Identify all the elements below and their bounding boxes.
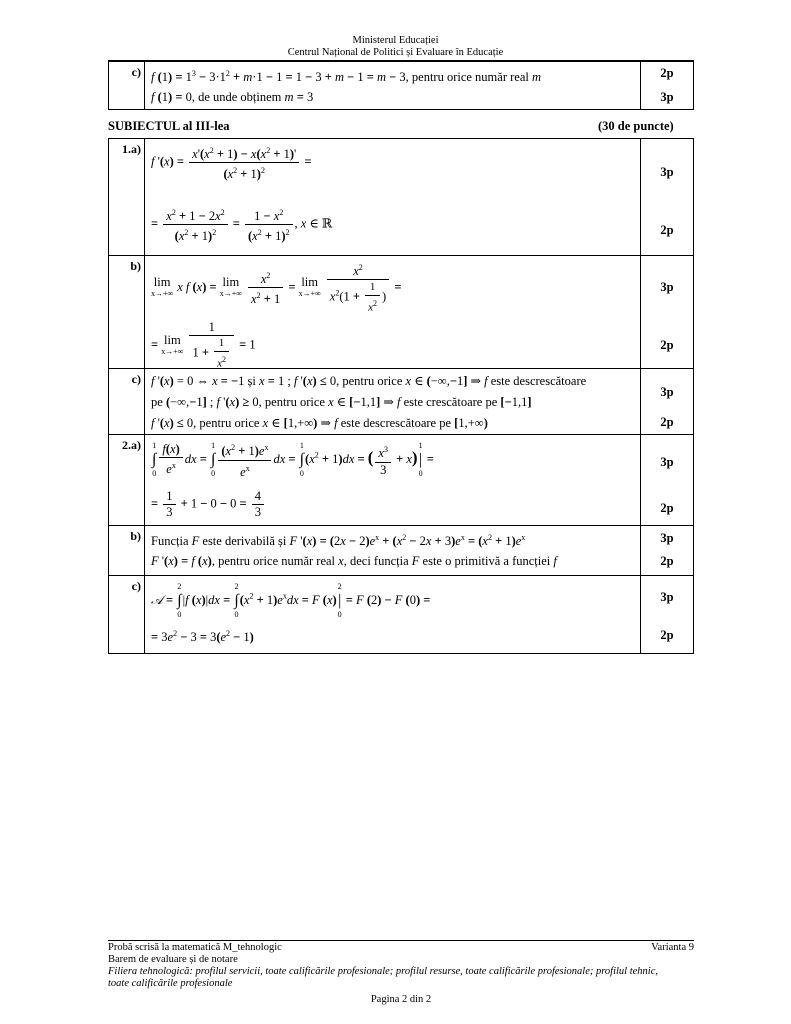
item-content [145, 369, 641, 435]
formula-line: = $\frac{1}{3}$ + 1 − 0 − 0 = $\frac{4}{3}$ [151, 489, 266, 520]
footer-barem: Barem de evaluare și de notare [108, 954, 238, 965]
footer-exam: Probă scrisă la matematică M_tehnologic [108, 942, 282, 953]
item-content [145, 62, 641, 110]
formula-line: = $\frac{x^2 + 1 - 2x^2}{(x^2 + 1)^2}$ = $\frac{1 - x^2}{(x^2 + 1)^2}$ , x ∈ ℝ [151, 205, 332, 244]
points-cell: 3p 2p [641, 139, 694, 256]
footer-filiera-cont: toate calificările profesionale [108, 978, 233, 989]
item-label: 1.a) [109, 139, 145, 256]
subiect3-table [108, 138, 694, 654]
formula-line: F '(x) = f (x), pentru orice număr real x, deci funcția F este o primitivă a funcției f [151, 554, 557, 568]
points-cell: 3p 2p [641, 369, 694, 435]
item-label: b) [109, 526, 145, 576]
subiect2-table [108, 61, 694, 110]
item-label: b) [109, 256, 145, 369]
formula-line: = lim x→+∞ 1 1 + $\frac{1}{x^2}$ = 1 [151, 320, 256, 370]
formula-line: f '(x) = 0 ⇔ x = −1 și x = 1 ; f '(x) ≤ 0, pentru orice x ∈ (−∞,−1] ⇒ f este descrescătoare [151, 374, 587, 388]
formula-line: Funcția F este derivabilă și F '$(x) = (2x - 2)e^x + (x^2 - 2x + 3)e^x = (x^2 + 1)e^x$ [151, 533, 526, 549]
points-cell: 3p 2p [641, 256, 694, 369]
item-label: 2.a) [109, 435, 145, 526]
ministry-name: Ministerul Educației [352, 35, 439, 46]
points-cell: 2p 3p [641, 62, 694, 110]
footer-variant: Varianta 9 [651, 942, 694, 953]
formula-line: lim x→+∞ x f (x) = lim x→+∞ $\frac{x^2}{x^2 + 1}$ = lim x→+∞ $x^2$ $x^2(1$ + $\frac{1}{x^2}$ ) = [151, 260, 401, 316]
page-number: Pagina 2 din 2 [370, 994, 432, 1005]
item-content [145, 576, 641, 654]
item-label: c) [109, 576, 145, 654]
item-content [145, 526, 641, 576]
formula-line: f '(x) = $\frac{x'(x^2 + 1) - x(x^2 + 1)'}{(x^2 + 1)^2}$ = [151, 143, 312, 182]
item-content [145, 435, 641, 526]
formula-line: = $3e^2 - 3 = 3(e^2 - 1)$ [151, 629, 254, 645]
formula-line: pe (−∞,−1] ; f '(x) ≥ 0, pentru orice x ∈ [−1,1] ⇒ f este crescătoare pe [−1,1] [151, 395, 532, 409]
footer-rule [108, 940, 694, 941]
points-cell: 3p 2p [641, 526, 694, 576]
formula-line: f (1) = 0, de unde obținem m = 3 [151, 90, 314, 104]
points-cell: 3p 2p [641, 576, 694, 654]
formula-line: f $(1) = 1^3 - 3\cdot 1^2 + m\cdot 1 - 1 = 1 - 3 + m - 1 = m - 3$, pentru orice număr real m [151, 69, 542, 85]
item-label: c) [109, 369, 145, 435]
item-content [145, 256, 641, 369]
item-content [145, 139, 641, 256]
formula-line: 𝒜 = 2 ∫ 0 |f (x)|dx = 2 ∫ 0 $(x^2 + 1)e^xdx = F$ (x) 2 | 0 = F (2) − F (0) = [151, 582, 431, 619]
section-score: (30 de puncte) [598, 119, 674, 133]
points-cell: 3p 2p [641, 435, 694, 526]
formula-line: 1 ∫ 0 $\frac{f(x)}{e^x}$ dx = 1 ∫ 0 $\frac{(x^2 + 1)e^x}{e^x}$ dx = 1 ∫ 0 $(x^2 + 1)dx$ = ( $\frac{x^3}{3}$ + x) 1 | 0 = [152, 441, 434, 479]
center-name: Centrul Național de Politici și Evaluare în Educație [287, 47, 504, 58]
item-label: c) [109, 62, 145, 110]
section-title: SUBIECTUL al III-lea [108, 119, 230, 133]
footer-filiera: Filiera tehnologică: profilul servicii, toate calificările profesionale; profilul resurse, toate calificările profesionale; profilul tehnic, [108, 966, 658, 977]
formula-line: f '(x) ≤ 0, pentru orice x ∈ [1,+∞) ⇒ f este descrescătoare pe [1,+∞) [151, 416, 488, 430]
